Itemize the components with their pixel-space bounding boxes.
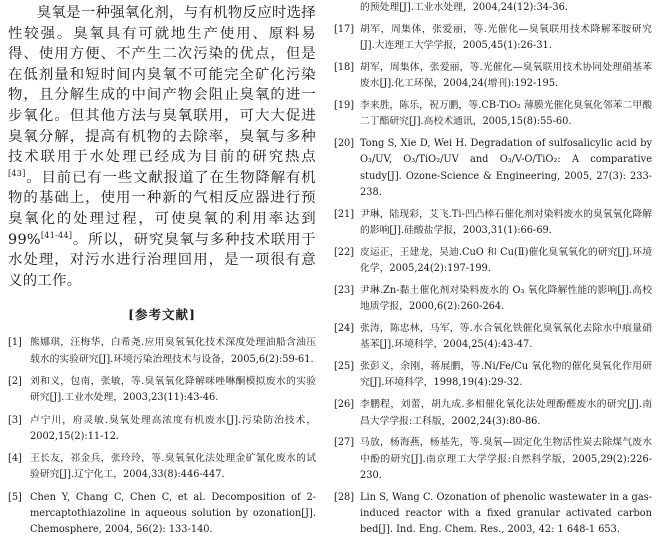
references-heading: [参考文献] [128,307,196,323]
reference-number: [18] [334,61,355,73]
reference-text: 胡军，周集体，张爱丽，等.光催化—臭氧联用技术协同处理硝基苯废水[J].化工环保，2004,24(增刊):192-195. [360,61,652,90]
reference-text: 王长友，祁金兵，张玲玲，等.臭氧氧化法处理金矿氰化废水的试验研究[J].辽宁化工，2004,33(8):446-447. [30,453,316,481]
reference-number: [4] [8,453,22,465]
body-text-c: 。所以，研究臭氧与多种技术联用于水处理，对污水进行治理回用，是一项很有意义的工作。 [8,231,316,289]
reference-number: [19] [334,99,355,111]
reference-number: [2] [8,375,22,387]
reference-item [334,98,652,131]
reference-number: [21] [334,208,355,220]
body-text-b: 。目前已有一些文献报道了在生物降解有机物的基础上，使用一种新的气相反应器进行预臭氧化的处理过程，可使臭氧的利用率达到99% [8,169,316,248]
reference-text: 卢宁川，府灵敏.臭氧处理高浓度有机废水[J].污染防治技术，2002,15(2):11-12. [30,414,316,442]
reference-text: 胡军，周集体，张爱丽，等.光催化—臭氧联用技术降解苯胺研究[J].大连理工大学学报，2005,45(1):26-31. [360,23,652,52]
reference-number: [17] [334,23,355,35]
reference-item [334,245,652,278]
reference-item [334,136,652,201]
reference-item [8,335,316,368]
reference-item [334,60,652,93]
reference-number: [28] [334,491,355,503]
reference-text: 马放，杨海燕，杨基先，等.臭氧—固定化生物活性炭去除煤气废水中酚的研究[J].南京理工大学学报:自然科学版，2005,29(2):226-230. [360,437,652,481]
reference-number: [22] [334,246,355,258]
reference-text: Tong S, Xie D, Wei H. Degradation of sulfosalicylic acid by O₃/UV, O₃/TiO₂/UV and O₃/V-O/TiO₂: A comparative study[J]. Ozone-Science & Engineering, 2005, 27(3): 233-238. [360,138,652,198]
reference-number: [20] [334,138,355,150]
reference-item [8,451,316,484]
body-text-a: 臭氧是一种强氧化剂，与有机物反应时选择性较强。臭氧具有可就地生产使用、原料易得、使用方便、不产生二次污染的优点，但是在低剂量和短时间内臭氧不可能完全矿化污染物，且分解生成的中间产物会阻止臭氧的进一步氧化。但其他方法与臭氧联用，可大大促进臭氧分解，提高有机物的去除率，臭氧与多种技术联用于水处理已经成为目前的研究热点 [8,5,316,166]
reference-number: [1] [8,337,22,349]
reference-item [334,359,652,392]
reference-item [334,321,652,354]
reference-item [334,435,652,484]
reference-number: [3] [8,414,22,426]
reference-item [334,22,652,55]
reference-text: 熊娜琪，汪梅华，白希尧.应用臭氧氧化技术深度处理油船含油压载水的实验研究[J].环境污染治理技术与设备，2005,6(2):59-61. [30,337,316,365]
body-paragraph [8,0,316,291]
citation-superscript: [41-44] [40,230,73,240]
reference-text: 张涛，陈忠林，马军，等.水合氧化铁催化臭氧氧化去除水中痕量硝基苯[J].环境科学，2004,25(4):43-47. [360,323,652,351]
reference-text: 张彭义，余刚，蒋展鹏，等.Ni/Fe/Cu 氧化物的催化臭氧化作用研究[J].环境科学，1998,19(4):29-32. [360,361,652,389]
reference-number: [26] [334,399,355,411]
reference-item [8,490,316,539]
reference-item [334,397,652,430]
reference-item [334,207,652,240]
reference-text: 尹琳.Zn-黏土催化剂对染料废水的 O₃ 氧化降解性能的影响[J].高校地质学报，2000,6(2):260-264. [360,284,652,313]
reference-text: Lin S, Wang C. Ozonation of phenolic wastewater in a gas-induced reactor with a fixed granular activated carbon bed[J]. Ind. Eng. Chem. Res., 2003, 42: 1 648-1 653. [360,491,652,536]
reference-text: 的预处理[J].工业水处理，2004,24(12):34-36. [360,2,568,13]
reference-number: [25] [334,361,355,373]
right-column [334,0,652,544]
citation-superscript: [43] [8,168,26,178]
reference-continuation [334,0,652,16]
reference-number: [23] [334,284,355,296]
reference-text: 李鹏程，刘蕾，胡九成.多相催化氧化法处理酚醛废水的研究[J].南昌大学学报:工科版，2002,24(3):80-86. [360,399,652,427]
reference-text: 李来胜，陈乐，祝万鹏，等.CB-TiO₂ 薄膜光催化臭氧化邻苯二甲酸二丁酯研究[J].高校术通讯，2005,15(8):55-60. [360,99,652,128]
reference-number: [27] [334,437,355,449]
reference-text: 尹琳，陆现彩，艾飞.Ti-凹凸棒石催化剂对染料废水的臭氧氧化降解的影响[J].硅酸盐学报，2003,31(1):66-69. [360,208,652,237]
references-list-right [334,0,652,539]
reference-text: 皮运正，王建龙，吴迪.CuO 和 Cu(Ⅱ)催化臭氧氧化的研究[J].环境化学，2005,24(2):197-199. [360,246,652,275]
reference-item [334,490,652,539]
reference-item [8,413,316,446]
reference-text: Chen Y, Chang C, Chen C, et al. Decomposition of 2-mercaptothiazoline in aqueous solution by ozonation[J]. Chemosphere, 2004, 56(2): 133-140. [30,491,316,536]
reference-item [334,283,652,316]
reference-item [8,374,316,407]
reference-number: [24] [334,323,355,335]
reference-text: 刘和义，包南，张敏，等.臭氧氧化降解咪唑啉酮模拟废水的实验研究[J].工业水处理，2003,23(11):43-46. [30,375,316,404]
left-column [8,0,316,545]
reference-number: [5] [8,491,22,503]
references-list-left [8,335,316,538]
